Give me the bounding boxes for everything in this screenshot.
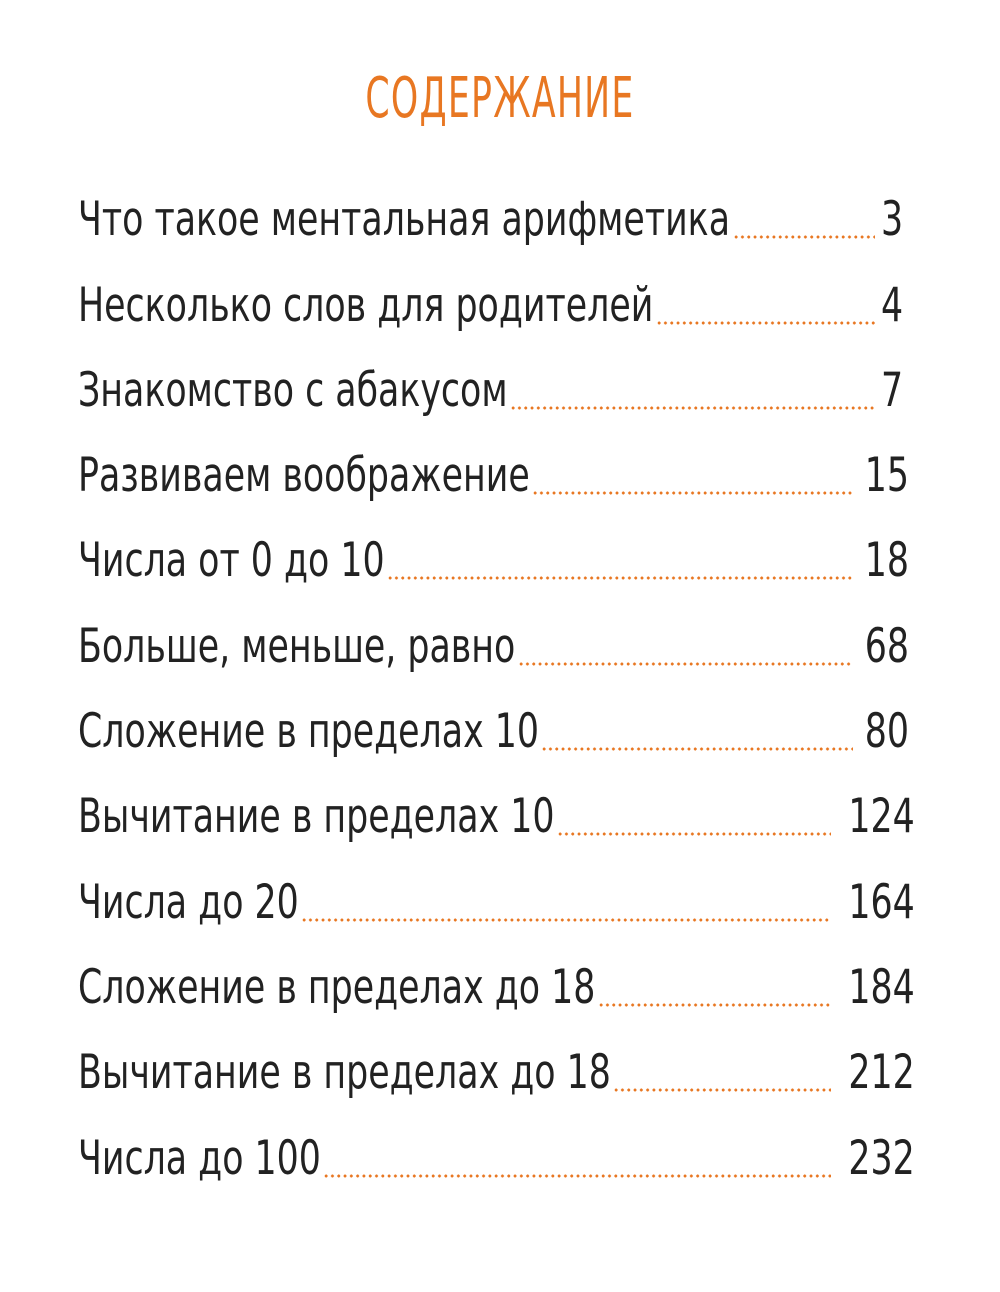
toc-entry-page: 212: [848, 1045, 915, 1101]
toc-entry[interactable]: [78, 1017, 915, 1102]
toc-entry-title: Знакомство с абакусом: [78, 362, 508, 418]
toc-entry[interactable]: [78, 335, 904, 420]
toc-entry-page: 184: [848, 959, 915, 1015]
dot-leader: [557, 828, 831, 840]
toc-entry-page: 80: [864, 704, 909, 760]
toc-entry-title: Что такое ментальная арифметика: [78, 192, 731, 248]
dot-leader: [613, 1084, 831, 1096]
dot-leader: [541, 743, 853, 755]
toc-entry-page: 124: [848, 789, 915, 845]
toc-entry-page: 164: [848, 874, 915, 930]
toc-entry[interactable]: [78, 164, 904, 249]
toc-entry-title: Развиваем воображение: [78, 448, 530, 504]
page-title: СОДЕРЖАНИЕ: [365, 66, 635, 131]
toc-entry-title: Сложение в пределах до 18: [78, 959, 596, 1015]
toc-entry-page: 7: [880, 362, 904, 418]
table-of-contents: [78, 164, 915, 1188]
toc-entry-page: 3: [880, 192, 904, 248]
toc-entry-title: Числа до 20: [78, 874, 299, 930]
toc-entry-page: 4: [880, 277, 904, 333]
toc-entry-title: Числа от 0 до 10: [78, 533, 385, 589]
dot-leader: [510, 402, 875, 414]
toc-entry-page: 18: [864, 533, 909, 589]
toc-entry-page: 232: [848, 1130, 915, 1186]
toc-entry-page: 15: [864, 448, 909, 504]
toc-entry[interactable]: [78, 932, 915, 1017]
toc-entry[interactable]: [78, 1102, 915, 1187]
toc-entry-title: Больше, меньше, равно: [78, 618, 516, 674]
toc-entry-title: Вычитание в пределах 10: [78, 789, 555, 845]
toc-entry[interactable]: [78, 846, 915, 931]
toc-entry[interactable]: [78, 505, 909, 590]
toc-entry[interactable]: [78, 761, 915, 846]
toc-entry[interactable]: [78, 420, 909, 505]
dot-leader: [656, 317, 875, 329]
toc-entry[interactable]: [78, 676, 909, 761]
dot-leader: [301, 914, 831, 926]
toc-entry-title: Несколько слов для родителей: [78, 277, 654, 333]
toc-entry-title: Числа до 100: [78, 1130, 321, 1186]
dot-leader: [518, 658, 853, 670]
toc-entry-page: 68: [864, 618, 909, 674]
dot-leader: [532, 487, 853, 499]
dot-leader: [323, 1170, 831, 1182]
toc-entry-title: Сложение в пределах 10: [78, 704, 539, 760]
toc-entry[interactable]: [78, 249, 904, 334]
dot-leader: [598, 999, 831, 1011]
dot-leader: [733, 231, 875, 243]
toc-entry-title: Вычитание в пределах до 18: [78, 1045, 611, 1101]
dot-leader: [387, 572, 853, 584]
toc-entry[interactable]: [78, 590, 909, 675]
